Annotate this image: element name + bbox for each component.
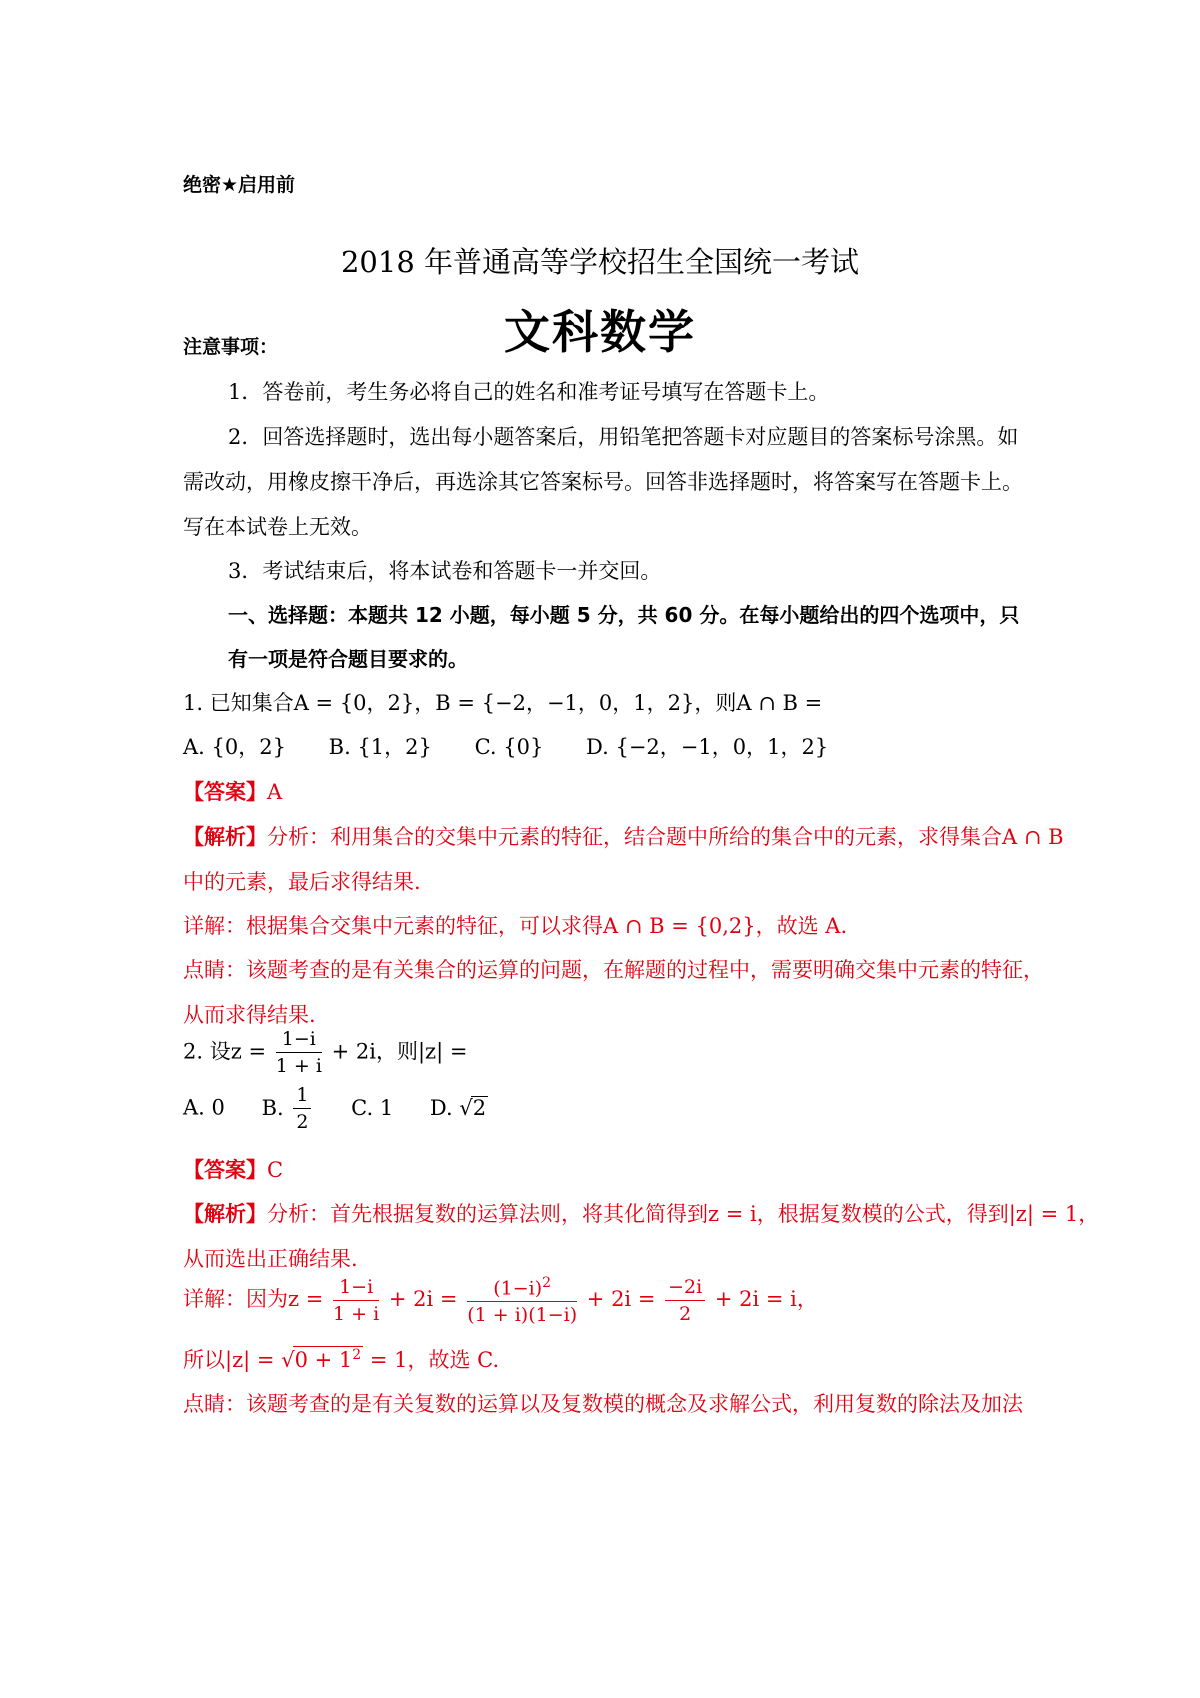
q2-detail-end: + 2i = i， [714, 1287, 818, 1312]
q1-option-d: D. {−2，−1，0，1，2} [586, 735, 829, 759]
fraction-denominator: 2 [679, 1302, 692, 1325]
q1-analysis-line-2: 中的元素，最后求得结果. [183, 870, 421, 894]
note-1: 1．答卷前，考生务必将自己的姓名和准考证号填写在答题卡上。 [228, 380, 830, 404]
q2-detail-fraction-1 [333, 1275, 380, 1325]
q2-stem-suffix: + 2i，则|z| = [331, 1039, 468, 1064]
q1-detail: 详解：根据集合交集中元素的特征，可以求得A ∩ B = {0,2}，故选 A. [183, 914, 848, 938]
exam-title: 2018 年普通高等学校招生全国统一考试 [340, 245, 860, 279]
q2-option-a: A. 0 [183, 1095, 225, 1120]
q2-option-d [430, 1096, 488, 1120]
q2-analysis-text: 分析：首先根据复数的运算法则，将其化简得到z = i，根据复数模的公式，得到|z| = 1， [267, 1202, 1100, 1226]
fraction-numerator [467, 1276, 577, 1302]
q2-detail-fraction-2 [467, 1276, 577, 1325]
q2-detail-mid-1: + 2i = [388, 1287, 458, 1312]
q2-detail [183, 1276, 818, 1325]
q2-detail-mid-2: + 2i = [586, 1287, 656, 1312]
subject-title: 文科数学 [504, 305, 696, 359]
q1-option-c: C. {0} [474, 735, 544, 759]
q2-comment-line-1: 点睛：该题考查的是有关复数的运算以及复数模的概念及求解公式，利用复数的除法及加法 [183, 1392, 1023, 1416]
answer-tag: 【答案】 [183, 780, 267, 804]
fraction-numerator: 1−i [276, 1030, 322, 1053]
fraction-denominator: 1 + i [333, 1302, 380, 1325]
q1-analysis-line-1 [183, 827, 1064, 848]
fraction-numerator: 1 [293, 1086, 311, 1109]
note-3: 3．考试结束后，将本试卷和答题卡一并交回。 [228, 559, 662, 583]
q2-so-prefix: 所以|z| = [183, 1348, 275, 1372]
q1-option-a: A. {0，2} [183, 735, 286, 759]
note-2-line-1: 2．回答选择题时，选出每小题答案后，用铅笔把答题卡对应题目的答案标号涂黑。如 [228, 425, 1019, 449]
q2-stem [183, 1030, 467, 1076]
q1-answer [183, 782, 282, 803]
q2-analysis-line-1 [183, 1204, 1099, 1225]
q2-option-b-label: B. [261, 1095, 284, 1120]
section-1-line-1: 一、选择题：本题共 12 小题，每小题 5 分，共 60 分。在每小题给出的四个选项中，只 [228, 603, 1020, 627]
sqrt-radicand: 2 [472, 1095, 487, 1120]
q1-answer-value: A [267, 780, 283, 804]
q1-analysis-text: 分析：利用集合的交集中元素的特征，结合题中所给的集合中的元素，求得集合A ∩ B [267, 825, 1064, 849]
q1-comment-line-1: 点睛：该题考查的是有关集合的运算的问题，在解题的过程中，需要明确交集中元素的特征， [183, 958, 1044, 982]
q2-answer [183, 1160, 283, 1181]
q2-options [183, 1086, 488, 1132]
sqrt-radicand-exponent: 2 [352, 1347, 362, 1363]
q2-stem-fraction [276, 1030, 322, 1076]
fraction-denominator: (1 + i)(1−i) [467, 1304, 578, 1327]
answer-tag: 【答案】 [183, 1158, 267, 1182]
q2-analysis-line-2: 从而选出正确结果. [183, 1247, 358, 1271]
q2-answer-value: C [267, 1158, 284, 1182]
analysis-tag: 【解析】 [183, 825, 267, 849]
q2-stem-prefix: 2. 设z = [183, 1039, 267, 1064]
section-1-line-2: 有一项是符合题目要求的。 [228, 647, 468, 671]
sqrt-radicand [293, 1346, 364, 1371]
note-2-line-2: 需改动，用橡皮擦干净后，再选涂其它答案标号。回答非选择题时，将答案写在答题卡上。 [183, 470, 1023, 494]
q2-option-b-fraction [293, 1086, 311, 1132]
q1-comment-line-2: 从而求得结果. [183, 1003, 316, 1027]
q2-option-b [261, 1084, 322, 1133]
q2-so-line [183, 1346, 499, 1371]
fraction-numerator-exponent: 2 [542, 1275, 552, 1291]
sqrt-radicand-base: 0 + 1 [294, 1348, 353, 1372]
q2-option-d-label: D. [429, 1095, 453, 1120]
q2-option-c: C. 1 [351, 1095, 394, 1120]
q1-stem: 1. 已知集合A = {0，2}，B = {−2，−1，0，1，2}，则A ∩ B = [183, 691, 823, 715]
fraction-numerator: 1−i [333, 1278, 379, 1301]
sqrt-sign: √ [281, 1348, 295, 1372]
fraction-denominator: 2 [296, 1111, 309, 1133]
note-2-line-3: 写在本试卷上无效。 [183, 515, 372, 539]
notes-heading: 注意事项： [183, 336, 279, 358]
q2-detail-fraction-3 [665, 1275, 705, 1325]
secret-label: 绝密★启用前 [183, 174, 296, 196]
q1-options [183, 737, 828, 758]
q2-so-suffix: = 1，故选 C. [369, 1348, 500, 1372]
q2-detail-prefix: 详解：因为z = [183, 1287, 324, 1312]
q1-option-b: B. {1，2} [328, 735, 432, 759]
fraction-denominator: 1 + i [275, 1055, 322, 1077]
fraction-numerator-base: (1−i) [493, 1277, 543, 1300]
sqrt-sign: √ [459, 1095, 473, 1120]
fraction-numerator: −2i [665, 1278, 705, 1301]
analysis-tag: 【解析】 [183, 1202, 267, 1226]
